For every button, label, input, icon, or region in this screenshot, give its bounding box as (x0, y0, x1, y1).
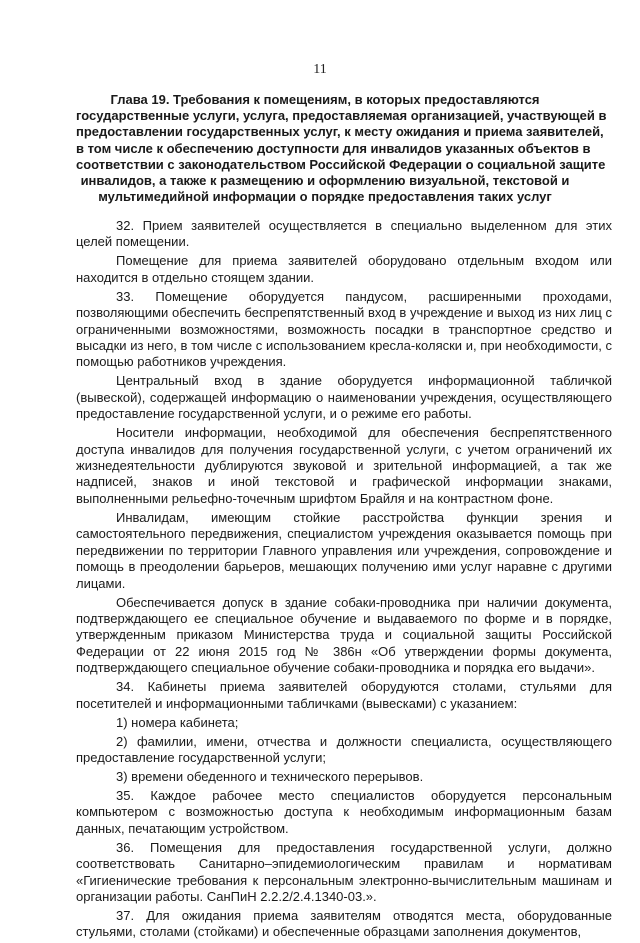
paragraph: 33. Помещение оборудуется пандусом, расширенными проходами, позволяющими обеспечить беспрепятственный вход в учреждение и выход из них лиц с ограниченными возможностями, возможность посадки в транспортное средство и высадки из него, в том числе с использованием кресла-коляски и, при необходимости, с помощью работников учреждения. (76, 288, 612, 370)
paragraph: 37. Для ожидания приема заявителям отводятся места, оборудованные стульями, столами (стойками) и обеспеченные образцами заполнения документов, (76, 907, 612, 940)
paragraph: Обеспечивается допуск в здание собаки-проводника при наличии документа, подтверждающего ее специальное обучение и выдаваемого по форме и в порядке, утвержденным приказом Министерства труда и социальной защиты Российской Федерации от 22 июня 2015 год № 386н «Об утверждении формы документа, подтверждающего специальное обучение собаки-проводника и порядка его выдачи». (76, 594, 612, 676)
paragraph: Носители информации, необходимой для обеспечения беспрепятственного доступа инвалидов для получения государственной услуги, с учетом ограничений их жизнедеятельности дублируются звуковой и зрительной информацией, а так же надписей, знаков и иной текстовой и графической информации знаками, выполненными рельефно-точечным шрифтом Брайля и на контрастном фоне. (76, 425, 612, 506)
paragraph: 36. Помещения для предоставления государственной услуги, должно соответствовать Санитарно–эпидемиологическим правилам и нормативам «Гигиенические требования к персональным электронно-вычислительным машинам и организации работы. СанПиН 2.2.2/2.4.1340-03.». (76, 839, 612, 904)
chapter-heading-line: предоставлении государственных услуг, к месту ожидания и приема заявителей, (76, 124, 604, 140)
chapter-heading-line: Глава 19. Требования к помещениям, в которых предоставляются (110, 92, 540, 107)
paragraph: 32. Прием заявителей осуществляется в специально выделенном для этих целей помещении. (76, 218, 612, 250)
chapter-heading-line: в том числе к обеспечению доступности для инвалидов указанных объектов в (76, 140, 591, 156)
paragraph: Помещение для приема заявителей оборудовано отдельным входом или находится в отдельно стоящем здании. (76, 253, 612, 285)
list-item: 3) времени обеденного и технического перерывов. (116, 768, 424, 784)
list-item: 1) номера кабинета; (116, 714, 239, 730)
paragraph: Инвалидам, имеющим стойкие расстройства функции зрения и самостоятельного передвижения, специалистом учреждения оказывается помощь при передвижении по территории Главного управления или учреждения, сопровождение и помощь в преодолении барьеров, мешающих получению ими услуг наравне с другими лицами. (76, 509, 612, 591)
chapter-heading-line: соответствии с законодательством Российской Федерации о социальной защите (76, 156, 606, 172)
paragraph: 34. Кабинеты приема заявителей оборудуются столами, стульями для посетителей и информационными табличками (вывесками) с указанием: (76, 679, 612, 711)
chapter-heading-line: государственные услуги, услуга, предоставляемая организацией, участвующей в (76, 108, 607, 124)
page-number: 11 (313, 62, 327, 77)
chapter-heading-line: мультимедийной информации о порядке предоставления таких услуг (98, 189, 552, 205)
paragraph: Центральный вход в здание оборудуется информационной табличкой (вывеской), содержащей информацию о наименовании учреждения, осуществляющего предоставление государственной услуги, и о режиме его работы. (76, 373, 612, 422)
chapter-heading-line: инвалидов, а также к размещению и оформлению визуальной, текстовой и (80, 173, 570, 189)
body-text (76, 218, 612, 943)
chapter-heading (76, 92, 607, 205)
list-item: 2) фамилии, имени, отчества и должности специалиста, осуществляющего предоставление государственной услуги; (76, 733, 612, 765)
paragraph: 35. Каждое рабочее место специалистов оборудуется персональным компьютером с возможностью доступа к необходимым информационным базам данных, печатающим устройством. (76, 787, 612, 836)
